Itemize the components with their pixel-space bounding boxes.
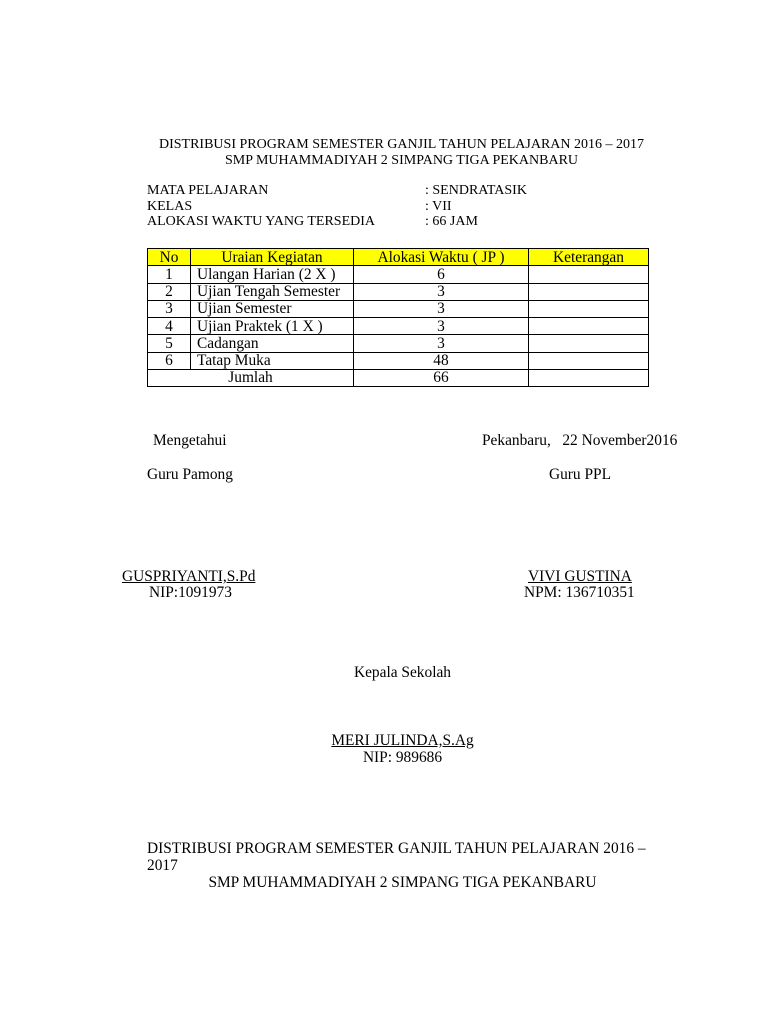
right-signer-id: NPM: 136710351	[524, 584, 635, 601]
cell-uraian: Ujian Semester	[191, 300, 354, 317]
head-signer-id: NIP: 989686	[362, 749, 443, 766]
cell-keterangan	[529, 335, 649, 352]
cell-alokasi: 3	[354, 283, 529, 300]
cell-no: 4	[148, 318, 191, 335]
cell-uraian: Ujian Praktek (1 X )	[191, 318, 354, 335]
table-row	[148, 352, 649, 369]
cell-no: 5	[148, 335, 191, 352]
info-label-class: KELAS	[147, 199, 193, 214]
cell-no: 2	[148, 283, 191, 300]
right-signer-name: VIVI GUSTINA	[528, 568, 632, 585]
table-row	[148, 318, 649, 335]
left-signer-role: Guru Pamong	[147, 466, 233, 483]
left-signer-id: NIP:1091973	[149, 584, 232, 601]
header-keterangan: Keterangan	[529, 249, 649, 266]
title-line-1: DISTRIBUSI PROGRAM SEMESTER GANJIL TAHUN PELAJARAN 2016 – 2017	[158, 137, 645, 152]
title-line-2: SMP MUHAMMADIYAH 2 SIMPANG TIGA PEKANBARU	[224, 153, 579, 168]
head-signer-role: Kepala Sekolah	[353, 664, 451, 681]
place-date: Pekanbaru, 22 November2016	[482, 432, 678, 449]
info-value-class: : VII	[425, 199, 452, 214]
info-label-time-allocation: ALOKASI WAKTU YANG TERSEDIA	[147, 214, 376, 229]
cell-no: 3	[148, 300, 191, 317]
cell-keterangan	[529, 318, 649, 335]
cell-alokasi: 3	[354, 318, 529, 335]
table-row	[148, 266, 649, 283]
info-label-subject: MATA PELAJARAN	[147, 183, 269, 198]
table-total-row	[148, 369, 649, 386]
info-value-subject: : SENDRATASIK	[425, 183, 527, 198]
cell-keterangan	[529, 266, 649, 283]
cell-keterangan	[529, 352, 649, 369]
cell-alokasi: 48	[354, 352, 529, 369]
table-row	[148, 300, 649, 317]
header-uraian-kegiatan: Uraian Kegiatan	[191, 249, 354, 266]
info-value-time-allocation: : 66 JAM	[425, 214, 478, 229]
table-header-row	[148, 249, 649, 266]
cell-no: 6	[148, 352, 191, 369]
table-row	[148, 283, 649, 300]
cell-alokasi: 3	[354, 335, 529, 352]
cell-keterangan	[529, 283, 649, 300]
cell-keterangan	[529, 300, 649, 317]
table-row	[148, 335, 649, 352]
cell-jumlah-value: 66	[354, 369, 529, 386]
cell-alokasi: 6	[354, 266, 529, 283]
cell-uraian: Cadangan	[191, 335, 354, 352]
cell-uraian: Tatap Muka	[191, 352, 354, 369]
acknowledged-label: Mengetahui	[153, 432, 227, 449]
next-title-line-1-wrap: 2017	[147, 857, 178, 874]
head-signer-name: MERI JULINDA,S.Ag	[331, 732, 474, 749]
cell-uraian: Ujian Tengah Semester	[191, 283, 354, 300]
cell-alokasi: 3	[354, 300, 529, 317]
cell-jumlah-label: Jumlah	[148, 369, 354, 386]
header-no: No	[148, 249, 191, 266]
left-signer-name: GUSPRIYANTI,S.Pd	[122, 568, 256, 585]
header-alokasi-waktu: Alokasi Waktu ( JP )	[354, 249, 529, 266]
next-title-line-2: SMP MUHAMMADIYAH 2 SIMPANG TIGA PEKANBARU	[208, 874, 597, 891]
next-title-line-1: DISTRIBUSI PROGRAM SEMESTER GANJIL TAHUN PELAJARAN 2016 –	[147, 840, 646, 857]
cell-uraian: Ulangan Harian (2 X )	[191, 266, 354, 283]
distribution-table	[147, 248, 649, 387]
right-signer-role: Guru PPL	[549, 466, 611, 483]
cell-no: 1	[148, 266, 191, 283]
cell-keterangan	[529, 369, 649, 386]
